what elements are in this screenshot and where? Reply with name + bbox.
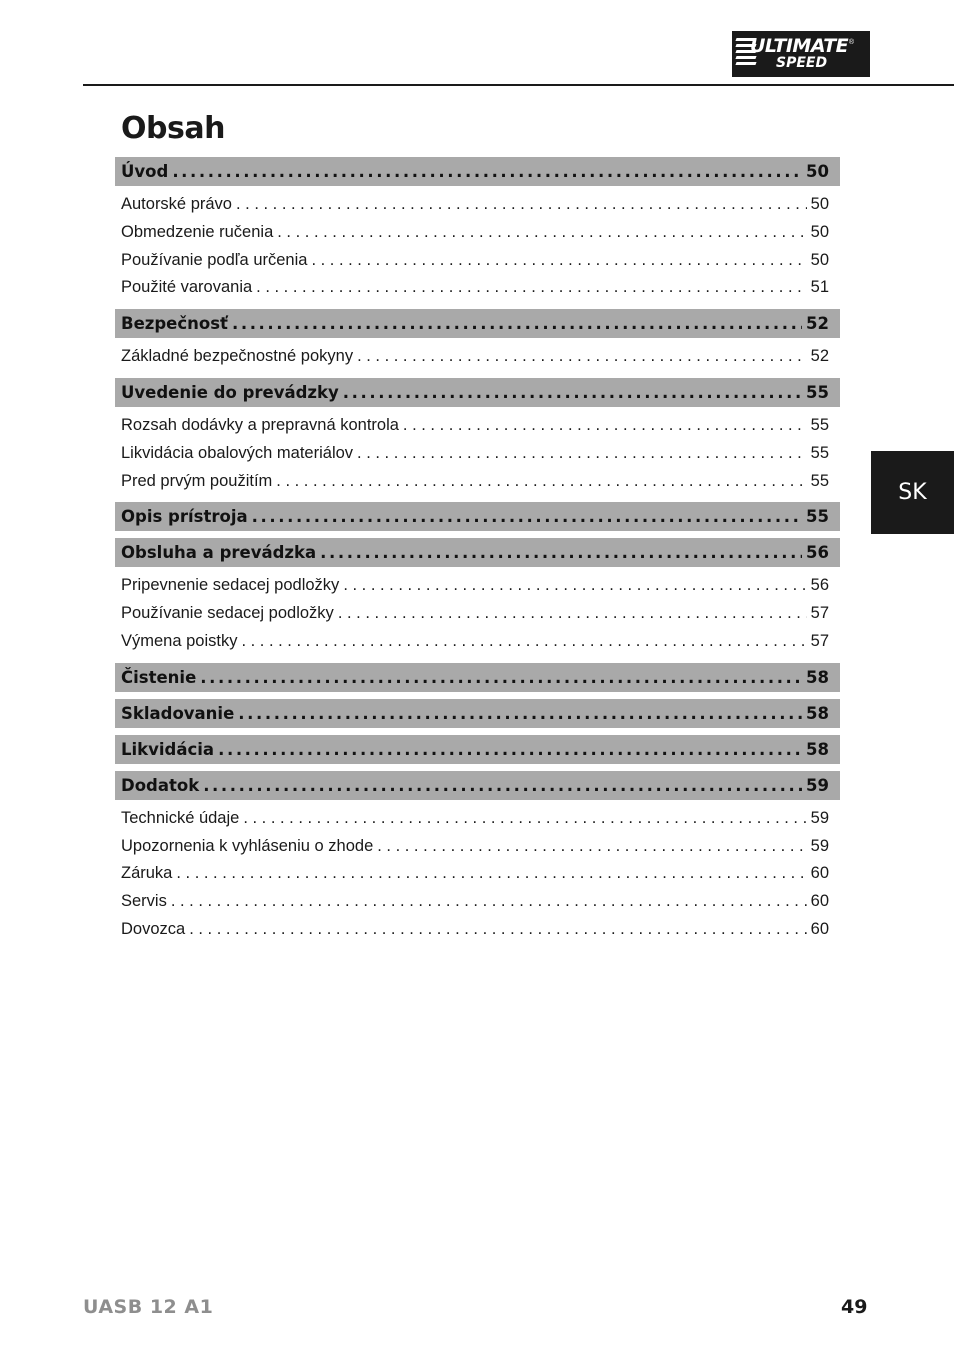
toc-section[interactable]	[115, 157, 840, 186]
toc-section-page: 55	[806, 382, 829, 402]
toc-entry[interactable]	[115, 343, 840, 371]
logo-registered-mark: ®	[848, 39, 854, 46]
toc-section-page: 59	[806, 775, 829, 795]
dot-leader	[232, 309, 802, 338]
toc-entry-page: 56	[810, 576, 829, 595]
toc-entry[interactable]	[115, 600, 840, 628]
toc-entry[interactable]	[115, 833, 840, 861]
toc-section[interactable]	[115, 309, 840, 338]
toc-section-page: 52	[806, 314, 829, 334]
dot-leader	[320, 538, 802, 567]
dot-leader	[338, 600, 807, 628]
toc-section-page: 58	[806, 667, 829, 687]
dot-leader	[256, 274, 806, 302]
toc-section-page: 56	[806, 543, 829, 563]
toc-entry-label: Obmedzenie ručenia	[121, 222, 274, 241]
toc-entry-page: 50	[810, 250, 829, 269]
dot-leader	[203, 771, 802, 800]
dot-leader	[252, 502, 802, 531]
toc-entry-label: Použité varovania	[121, 278, 253, 297]
toc-entry-page: 57	[810, 604, 829, 623]
toc-entry[interactable]	[115, 247, 840, 275]
toc-entry[interactable]	[115, 412, 840, 440]
toc-entry-label: Autorské právo	[121, 195, 232, 213]
toc-section-page: 55	[806, 507, 829, 527]
footer-page-number: 49	[841, 1296, 868, 1318]
toc-entry[interactable]	[115, 219, 840, 247]
toc-entry-page: 59	[810, 808, 829, 827]
toc-entry[interactable]	[115, 805, 840, 833]
toc-entry-label: Rozsah dodávky a prepravná kontrola	[121, 415, 399, 434]
brand-logo	[732, 31, 870, 77]
toc-section[interactable]	[115, 771, 840, 800]
dot-leader	[343, 378, 802, 407]
toc-entry[interactable]	[115, 440, 840, 468]
dot-leader	[311, 247, 806, 275]
page-title: Obsah	[121, 111, 225, 146]
toc-entry-label: Používanie sedacej podložky	[121, 604, 334, 623]
toc-entry-page: 59	[810, 836, 829, 855]
toc-entry-page: 55	[810, 443, 829, 462]
toc-entry[interactable]	[115, 572, 840, 600]
dot-leader	[171, 888, 807, 916]
toc-entry-label: Upozornenia k vyhláseniu o zhode	[121, 836, 374, 855]
toc-entry-page: 55	[810, 415, 829, 434]
toc-section-label: Uvedenie do prevádzky	[121, 382, 339, 402]
toc-entry-label: Likvidácia obalových materiálov	[121, 443, 354, 462]
dot-leader	[276, 468, 806, 496]
dot-leader	[403, 412, 807, 440]
toc-entry[interactable]	[115, 860, 840, 888]
dot-leader	[357, 343, 807, 371]
toc-entry-label: Dovozca	[121, 919, 186, 938]
toc-entry-page: 60	[810, 919, 829, 938]
dot-leader	[218, 735, 802, 764]
toc-entry-label: Základné bezpečnostné pokyny	[121, 347, 354, 366]
toc-section-label: Dodatok	[121, 775, 200, 795]
header-rule	[83, 84, 954, 86]
toc-entry-label: Pred prvým použitím	[121, 471, 273, 490]
toc-section[interactable]	[115, 735, 840, 764]
toc-entry[interactable]	[115, 888, 840, 916]
toc-section-label: Úvod	[121, 162, 169, 181]
toc-entry-page: 60	[810, 864, 829, 883]
dot-leader	[176, 860, 806, 888]
toc-entry[interactable]	[115, 274, 840, 302]
toc-section-page: 58	[806, 703, 829, 723]
dot-leader	[172, 157, 802, 186]
toc-section-label: Opis prístroja	[121, 507, 248, 527]
toc-entry-label: Výmena poistky	[121, 631, 238, 650]
dot-leader	[357, 440, 807, 468]
toc-section-page: 58	[806, 739, 829, 759]
toc-section-label: Čistenie	[121, 667, 197, 687]
toc-section[interactable]	[115, 502, 840, 531]
logo-line-2: SPEED	[776, 55, 828, 71]
toc-section[interactable]	[115, 538, 840, 567]
table-of-contents	[115, 157, 840, 944]
dot-leader	[277, 219, 806, 247]
logo-line-1: ULTIMATE	[750, 35, 849, 57]
toc-entry-label: Pripevnenie sedacej podložky	[121, 576, 340, 595]
dot-leader	[189, 916, 806, 944]
toc-section-page: 50	[806, 162, 829, 181]
toc-entry-page: 52	[810, 347, 829, 366]
toc-entry[interactable]	[115, 916, 840, 944]
toc-entry-label: Servis	[121, 892, 167, 911]
toc-section-label: Likvidácia	[121, 739, 215, 759]
toc-entry-page: 50	[810, 222, 829, 241]
toc-entry-page: 55	[810, 471, 829, 490]
dot-leader	[377, 833, 806, 861]
dot-leader	[343, 572, 806, 600]
dot-leader	[236, 191, 807, 219]
toc-entry-page: 57	[810, 631, 829, 650]
toc-section-label: Obsluha a prevádzka	[121, 543, 317, 563]
toc-entry-label: Technické údaje	[121, 808, 240, 827]
toc-section-label: Skladovanie	[121, 703, 235, 723]
dot-leader	[238, 699, 802, 728]
toc-section[interactable]	[115, 663, 840, 692]
dot-leader	[200, 663, 802, 692]
toc-entry-label: Záruka	[121, 864, 173, 883]
toc-section-label: Bezpečnosť	[121, 314, 228, 334]
toc-entry[interactable]	[115, 191, 840, 219]
toc-entry-label: Používanie podľa určenia	[121, 250, 308, 269]
footer-model: UASB 12 A1	[83, 1296, 214, 1318]
toc-entry-page: 50	[810, 195, 829, 213]
toc-entry[interactable]	[115, 628, 840, 656]
toc-section[interactable]	[115, 699, 840, 728]
toc-section[interactable]	[115, 378, 840, 407]
dot-leader	[241, 628, 806, 656]
toc-entry-page: 51	[810, 278, 829, 297]
language-tab: SK	[871, 451, 954, 534]
toc-entry[interactable]	[115, 468, 840, 496]
dot-leader	[243, 805, 806, 833]
toc-entry-page: 60	[810, 892, 829, 911]
